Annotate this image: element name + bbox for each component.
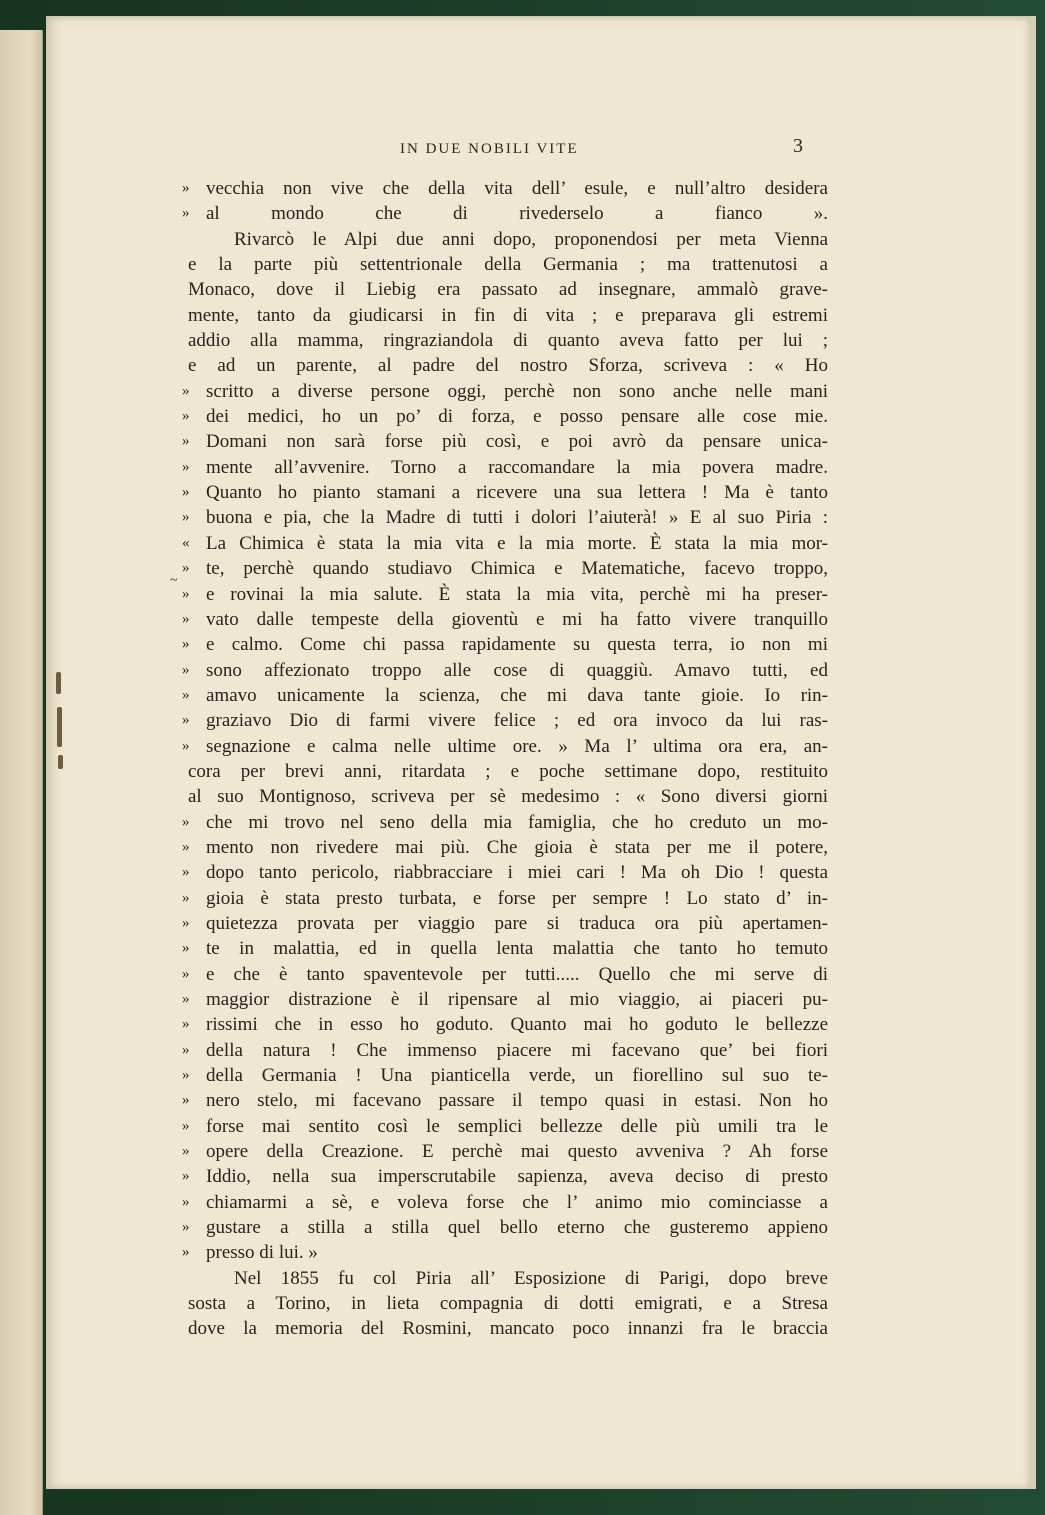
quote-marker: » xyxy=(182,991,190,1007)
text-line xyxy=(182,911,834,936)
text-line xyxy=(182,1291,834,1316)
quote-marker: » xyxy=(182,636,190,653)
line-text: forse mai sentito così le semplici bellezze delle più umili tra le xyxy=(206,1115,828,1137)
text-line xyxy=(182,683,834,708)
quote-marker: » xyxy=(182,686,190,703)
line-text: La Chimica è stata la mia vita e la mia morte. È stata la mia mor- xyxy=(206,532,828,554)
text-line xyxy=(182,1088,834,1113)
text-line xyxy=(182,835,834,860)
line-text: maggior distrazione è il ripensare al mio viaggio, ai piaceri pu- xyxy=(206,989,828,1010)
line-text: mente all’avvenire. Torno a raccomandare la mia povera madre. xyxy=(206,456,828,478)
quote-marker: » xyxy=(182,382,190,399)
quote-marker: » xyxy=(182,1117,190,1134)
line-text: addio alla mamma, ringraziandola di quanto aveva fatto per lui ; xyxy=(188,330,828,352)
line-text: e la parte più settentrionale della Germania ; ma trattenutosi a xyxy=(188,254,828,276)
quote-marker: » xyxy=(182,813,190,830)
quote-marker: « xyxy=(182,534,190,551)
text-line xyxy=(182,962,834,987)
quote-marker: » xyxy=(182,889,190,906)
quote-marker: » xyxy=(182,1168,190,1185)
text-line xyxy=(182,1063,834,1088)
line-text: al suo Montignoso, scriveva per sè medesimo : « Sono diversi giorni xyxy=(188,786,828,808)
text-line xyxy=(182,505,834,530)
text-line xyxy=(182,936,834,961)
quote-marker: » xyxy=(182,180,190,196)
line-text: scritto a diverse persone oggi, perchè non sono anche nelle mani xyxy=(206,380,828,402)
text-line xyxy=(182,1164,834,1189)
line-text: nero stelo, mi facevano passare il tempo quasi in estasi. Non ho xyxy=(206,1090,828,1112)
line-text: e ad un parente, al padre del nostro Sforza, scriveva : « Ho xyxy=(188,355,828,377)
text-line xyxy=(182,734,834,759)
line-text: cora per brevi anni, ritardata ; e poche settimane dopo, restituito xyxy=(188,760,828,782)
quote-marker: » xyxy=(182,965,190,982)
line-text: che mi trovo nel seno della mia famiglia, che ho creduto un mo- xyxy=(206,811,828,833)
text-line xyxy=(182,607,834,632)
text-line xyxy=(182,632,834,657)
line-text: dopo tanto pericolo, riabbracciare i miei cari ! Ma oh Dio ! questa xyxy=(206,862,828,884)
line-text: gioia è stata presto turbata, e forse per sempre ! Lo stato d’ in- xyxy=(206,887,828,909)
line-text: e rovinai la mia salute. È stata la mia vita, perchè mi ha preser- xyxy=(206,583,828,605)
text-line xyxy=(182,784,834,809)
line-text: Nel 1855 fu col Piria all’ Esposizione di Parigi, dopo breve xyxy=(234,1267,828,1289)
line-text: della natura ! Che immenso piacere mi facevano que’ bei fiori xyxy=(206,1039,828,1061)
body-text xyxy=(182,176,834,1342)
quote-marker: » xyxy=(182,509,190,526)
line-text: Quanto ho pianto stamani a ricevere una sua lettera ! Ma è tanto xyxy=(206,482,828,504)
line-text: chiamarmi a sè, e voleva forse che l’ animo mio cominciasse a xyxy=(206,1191,828,1213)
quote-marker: » xyxy=(182,1041,190,1058)
text-line xyxy=(182,379,834,404)
text-line xyxy=(182,1266,834,1291)
text-line xyxy=(182,886,834,911)
text-line xyxy=(182,201,834,226)
text-line xyxy=(182,176,834,201)
line-text: e calmo. Come chi passa rapidamente su questa terra, io non mi xyxy=(206,634,828,656)
text-line xyxy=(182,277,834,302)
text-line xyxy=(182,1114,834,1139)
line-text: e che è tanto spaventevole per tutti..... Quello che mi serve di xyxy=(206,963,828,985)
text-line xyxy=(182,1139,834,1164)
quote-marker: » xyxy=(182,1067,190,1084)
text-line xyxy=(182,480,834,505)
line-text: sosta a Torino, in lieta compagnia di dotti emigrati, e a Stresa xyxy=(188,1293,828,1315)
quote-marker: » xyxy=(182,914,190,931)
quote-marker: » xyxy=(182,737,190,754)
text-line xyxy=(182,860,834,885)
line-text: Iddio, nella sua imperscrutabile sapienza, aveva deciso di presto xyxy=(206,1166,828,1188)
text-line xyxy=(182,1215,834,1240)
line-text: vecchia non vive che della vita dell’ esule, e null’altro desidera xyxy=(206,178,828,199)
line-text: presso di lui. » xyxy=(206,1242,318,1264)
text-line xyxy=(182,353,834,378)
text-line xyxy=(182,556,834,581)
quote-marker: » xyxy=(182,205,190,222)
line-text: Rivarcò le Alpi due anni dopo, proponendosi per meta Vienna xyxy=(234,228,828,250)
line-text: vato dalle tempeste della gioventù e mi ha fatto vivere tranquillo xyxy=(206,608,828,630)
running-title: IN DUE NOBILI VITE xyxy=(400,141,579,157)
text-line xyxy=(182,708,834,733)
line-text: buona e pia, che la Madre di tutti i dolori l’aiuterà! » E al suo Piria : xyxy=(206,507,828,529)
line-text: graziavo Dio di farmi vivere felice ; ed ora invoco da lui ras- xyxy=(206,710,828,732)
quote-marker: » xyxy=(182,1092,190,1109)
text-line xyxy=(182,303,834,328)
binding-mark xyxy=(56,672,61,694)
quote-marker: » xyxy=(182,610,190,627)
line-text: rissimi che in esso ho goduto. Quanto mai ho goduto le bellezze xyxy=(206,1014,828,1036)
line-text: opere della Creazione. E perchè mai questo avveniva ? Ah forse xyxy=(206,1141,828,1163)
text-line xyxy=(182,227,834,252)
line-text: Domani non sarà forse più così, e poi avrò da pensare unica- xyxy=(206,431,828,453)
quote-marker: » xyxy=(182,1244,190,1261)
text-line xyxy=(182,1316,834,1341)
text-line xyxy=(182,429,834,454)
text-line xyxy=(182,1190,834,1215)
quote-marker: » xyxy=(182,1193,190,1210)
quote-marker: » xyxy=(182,661,190,678)
quote-marker: » xyxy=(182,585,190,602)
quote-marker: » xyxy=(182,838,190,855)
quote-marker: » xyxy=(182,408,190,425)
text-line xyxy=(182,1012,834,1037)
line-text: amavo unicamente la scienza, che mi dava tante gioie. Io rin- xyxy=(206,684,828,706)
running-head xyxy=(340,135,810,165)
page-number: 3 xyxy=(793,135,803,157)
binding-mark xyxy=(58,755,63,769)
line-text: sono affezionato troppo alle cose di quaggiù. Amavo tutti, ed xyxy=(206,659,828,681)
quote-marker: » xyxy=(182,864,190,881)
line-text: mente, tanto da giudicarsi in fin di vita ; e preparava gli estremi xyxy=(188,304,828,326)
quote-marker: » xyxy=(182,560,190,577)
line-text: mento non rivedere mai più. Che gioia è stata per me il potere, xyxy=(206,836,828,858)
line-text: gustare a stilla a stilla quel bello eterno che gusteremo appieno xyxy=(206,1217,828,1239)
text-line xyxy=(182,582,834,607)
quote-marker: » xyxy=(182,940,190,957)
line-text: quietezza provata per viaggio pare si traduca ora più apertamen- xyxy=(206,912,828,934)
text-line xyxy=(182,987,834,1012)
text-line xyxy=(182,328,834,353)
text-line xyxy=(182,404,834,429)
text-line xyxy=(182,252,834,277)
facing-page-edge xyxy=(0,30,43,1515)
text-line xyxy=(182,531,834,556)
text-line xyxy=(182,810,834,835)
text-line xyxy=(182,1038,834,1063)
quote-marker: » xyxy=(182,1016,190,1033)
line-text: Monaco, dove il Liebig era passato ad insegnare, ammalò grave- xyxy=(188,279,828,301)
binding-mark xyxy=(57,707,62,747)
line-text: te in malattia, ed in quella lenta malattia che tanto ho temuto xyxy=(206,938,828,960)
margin-note: ~ xyxy=(170,573,178,588)
quote-marker: » xyxy=(182,1219,190,1236)
text-line xyxy=(182,1240,834,1265)
line-text: te, perchè quando studiavo Chimica e Matematiche, facevo troppo, xyxy=(206,558,828,580)
line-text: segnazione e calma nelle ultime ore. » Ma l’ ultima ora era, an- xyxy=(206,735,828,757)
line-text: dove la memoria del Rosmini, mancato poco innanzi fra le braccia xyxy=(188,1318,828,1340)
text-line xyxy=(182,455,834,480)
text-line xyxy=(182,658,834,683)
quote-marker: » xyxy=(182,1143,190,1160)
quote-marker: » xyxy=(182,433,190,450)
line-text: al mondo che di rivederselo a fianco ». xyxy=(206,203,828,225)
quote-marker: » xyxy=(182,712,190,729)
line-text: della Germania ! Una pianticella verde, un fiorellino sul suo te- xyxy=(206,1065,828,1087)
line-text: dei medici, ho un po’ di forza, e posso pensare alle cose mie. xyxy=(206,406,828,428)
text-line xyxy=(182,759,834,784)
quote-marker: » xyxy=(182,458,190,475)
quote-marker: » xyxy=(182,484,190,501)
